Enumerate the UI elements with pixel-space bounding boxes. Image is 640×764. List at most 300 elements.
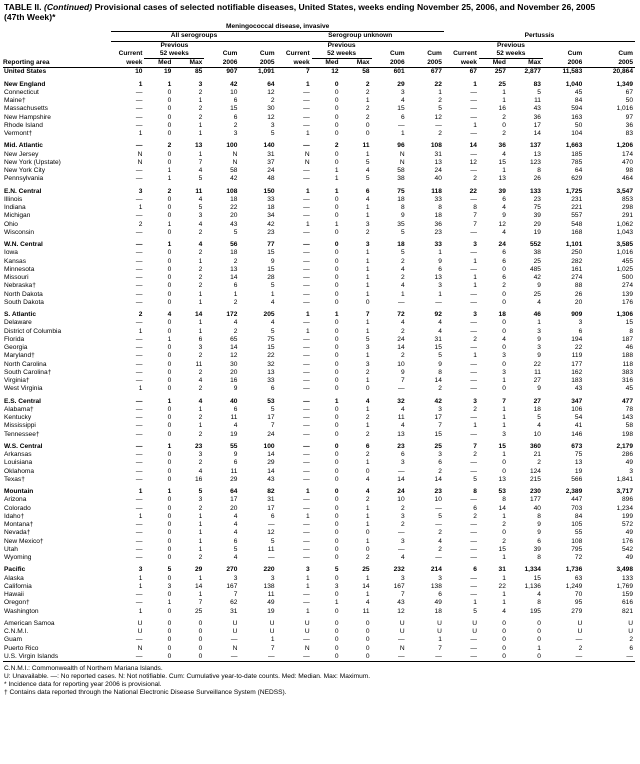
value-cell: 1 xyxy=(138,385,143,393)
value-cell: 1 xyxy=(502,574,506,582)
value-cell: 0 xyxy=(334,504,339,512)
reporting-area-cell: Wisconsin xyxy=(4,228,35,236)
table-row xyxy=(3,249,635,257)
value-cell: 0 xyxy=(334,290,339,298)
value-cell: 1 xyxy=(473,121,477,129)
value-cell: U xyxy=(628,619,633,627)
reporting-area-cell: Arizona xyxy=(4,496,27,504)
value-cell: 30 xyxy=(230,360,238,368)
value-cell: 176 xyxy=(621,537,633,545)
value-cell: 33 xyxy=(267,195,275,203)
value-cell: — xyxy=(303,113,310,121)
value-cell: 3 xyxy=(473,311,477,318)
value-cell: 1,769 xyxy=(616,582,633,590)
value-cell: 64 xyxy=(230,488,238,495)
value-cell: 18 xyxy=(434,212,442,220)
value-cell: — xyxy=(303,274,310,281)
table-row xyxy=(3,620,635,628)
value-cell: — xyxy=(303,496,310,504)
region-row xyxy=(3,241,635,249)
value-cell: 1 xyxy=(365,422,370,430)
value-cell: 4 xyxy=(198,377,203,384)
table-title xyxy=(4,2,634,22)
value-cell: — xyxy=(135,241,143,248)
value-cell: 6 xyxy=(473,566,477,574)
table-row xyxy=(3,344,635,352)
value-cell: 2 xyxy=(233,298,238,306)
value-cell: — xyxy=(303,521,310,528)
value-cell: 13 xyxy=(434,274,442,281)
value-cell: 2 xyxy=(198,113,203,121)
previous-label: Previous xyxy=(327,41,356,49)
value-cell: 0 xyxy=(334,529,339,537)
value-cell: 67 xyxy=(625,88,633,96)
value-cell: 36 xyxy=(434,220,442,228)
value-cell: 4 xyxy=(438,319,442,327)
value-cell: — xyxy=(135,344,143,351)
value-cell: 0 xyxy=(167,405,172,413)
value-cell: — xyxy=(230,636,238,644)
value-cell: — xyxy=(303,377,310,384)
value-cell: 3 xyxy=(138,187,143,195)
value-cell: 20 xyxy=(230,504,238,512)
value-cell: 24 xyxy=(434,167,442,174)
value-cell: 572 xyxy=(621,521,633,528)
value-cell: 1 xyxy=(198,405,203,413)
value-cell: 1,663 xyxy=(565,142,583,150)
value-cell: 274 xyxy=(571,274,583,281)
value-cell: 15 xyxy=(533,574,541,582)
value-cell: 25 xyxy=(362,566,370,574)
value-cell: 1 xyxy=(334,167,339,174)
value-cell: 0 xyxy=(334,475,339,483)
value-cell: 470 xyxy=(621,158,633,166)
value-cell: 21 xyxy=(533,451,541,458)
value-cell: 0 xyxy=(167,150,172,158)
value-cell: 4 xyxy=(233,512,238,520)
value-cell: 0 xyxy=(167,607,172,615)
value-cell: 1 xyxy=(537,644,541,652)
value-cell: 50 xyxy=(574,121,583,129)
value-cell: 3 xyxy=(400,537,405,545)
value-cell: 1,025 xyxy=(616,265,633,273)
value-cell: 28 xyxy=(267,274,275,281)
table-row xyxy=(3,377,635,385)
region-row xyxy=(3,142,635,150)
value-cell: 0 xyxy=(365,628,370,635)
value-cell: — xyxy=(303,335,310,343)
value-cell: 24 xyxy=(267,430,275,438)
value-cell: — xyxy=(303,451,310,458)
table-row xyxy=(3,628,635,636)
value-cell: — xyxy=(135,290,143,298)
value-cell: 33 xyxy=(267,377,275,384)
value-cell: 14 xyxy=(230,344,238,351)
value-cell: — xyxy=(135,422,143,430)
value-cell: 4 xyxy=(502,335,506,343)
value-cell: 34 xyxy=(267,212,275,220)
value-cell: — xyxy=(135,636,143,644)
value-cell: U xyxy=(232,619,238,627)
table-row xyxy=(3,97,635,105)
value-cell: 48 xyxy=(267,175,275,183)
value-cell: 3 xyxy=(537,327,541,335)
reporting-area-cell: Iowa xyxy=(4,249,18,257)
value-cell: 1 xyxy=(334,311,339,318)
value-cell: 1 xyxy=(138,327,143,335)
value-cell: 1 xyxy=(365,265,370,273)
value-cell: 0 xyxy=(502,319,506,327)
value-cell: 9 xyxy=(537,352,541,360)
med-label: Med xyxy=(312,59,341,68)
value-cell: 1,043 xyxy=(616,228,633,236)
value-cell: 500 xyxy=(621,274,633,281)
value-cell: U xyxy=(437,628,442,635)
value-cell: 4 xyxy=(400,422,405,430)
value-cell: — xyxy=(470,368,477,376)
value-cell: 8 xyxy=(400,204,405,211)
value-cell: — xyxy=(398,545,405,553)
value-cell: 27 xyxy=(533,397,541,405)
value-cell: — xyxy=(303,265,310,273)
value-cell: 6 xyxy=(438,591,442,598)
value-cell: 0 xyxy=(479,653,508,662)
value-cell: 0 xyxy=(198,636,203,644)
value-cell: 31 xyxy=(434,150,442,158)
value-cell: 138 xyxy=(263,582,275,590)
value-cell: 1 xyxy=(502,591,506,598)
value-cell: 629 xyxy=(571,175,583,183)
value-cell: 1 xyxy=(502,97,506,104)
value-cell: 12 xyxy=(267,88,275,96)
value-cell: 4 xyxy=(365,167,370,174)
value-cell: 1 xyxy=(365,319,370,327)
value-cell: 17 xyxy=(434,414,442,421)
value-cell: 108 xyxy=(430,142,442,150)
reporting-area-cell: Kansas xyxy=(4,257,26,265)
reporting-area-cell: Missouri xyxy=(4,274,29,281)
value-cell: 4 xyxy=(400,554,405,561)
reporting-area-cell: Delaware xyxy=(4,319,32,327)
previous-label: Previous xyxy=(497,41,525,49)
value-cell: — xyxy=(135,414,143,421)
cum-label: Cum xyxy=(567,50,583,57)
value-cell: 150 xyxy=(263,187,275,195)
value-cell: 199 xyxy=(621,512,633,520)
value-cell: 0 xyxy=(502,636,506,644)
value-cell: — xyxy=(470,113,477,121)
value-cell: 37 xyxy=(267,158,275,166)
value-cell: U xyxy=(269,619,275,627)
value-cell: 3 xyxy=(334,582,339,590)
weeks52-label: 52 weeks xyxy=(312,50,372,59)
value-cell: 6 xyxy=(270,512,275,520)
value-cell: 23 xyxy=(267,228,275,236)
value-cell: 5 xyxy=(438,105,442,113)
value-cell: 18 xyxy=(230,249,238,257)
value-cell: 194 xyxy=(571,335,583,343)
value-cell: 5 xyxy=(537,88,541,96)
value-cell: — xyxy=(303,228,310,236)
value-cell: 11 xyxy=(267,591,275,598)
value-cell: 6 xyxy=(365,442,370,450)
value-cell: 15 xyxy=(267,344,275,351)
value-cell: 2 xyxy=(198,249,203,257)
value-cell: 5 xyxy=(233,545,238,553)
value-cell: 20 xyxy=(574,298,583,306)
footnote: U: Unavailable. —: No reported cases. N: Not notifiable. Cum: Cumulative year-to-date counts. Med: Median. Max: Maximum. xyxy=(4,673,371,680)
value-cell: 0 xyxy=(167,290,172,298)
value-cell: 3,717 xyxy=(616,488,633,495)
value-cell: 9 xyxy=(537,335,541,343)
value-cell: N xyxy=(304,644,310,652)
value-cell: 2 xyxy=(198,282,203,290)
value-cell: 26 xyxy=(574,290,583,298)
value-cell: — xyxy=(303,344,310,351)
reporting-area-cell: C.N.M.I. xyxy=(4,628,29,635)
value-cell: 1 xyxy=(502,599,506,607)
value-cell: 205 xyxy=(263,311,275,318)
value-cell: 6 xyxy=(233,282,238,290)
value-cell: 0 xyxy=(167,113,172,121)
value-cell: 39 xyxy=(498,187,506,195)
value-cell: 2 xyxy=(198,88,203,96)
year-2006-label: 2006 xyxy=(543,59,584,68)
value-cell: N xyxy=(232,150,238,158)
value-cell: 0 xyxy=(167,537,172,545)
value-cell: 1 xyxy=(365,212,370,220)
footnote: † Contains data reported through the National Electronic Disease Surveillance System (NEDSS). xyxy=(4,689,287,696)
value-cell: 2 xyxy=(198,265,203,273)
value-cell: — xyxy=(111,653,144,662)
value-cell: 6 xyxy=(233,405,238,413)
value-cell: 2 xyxy=(365,554,370,561)
value-cell: 673 xyxy=(571,442,583,450)
value-cell: 1,101 xyxy=(565,241,583,248)
value-cell: — xyxy=(303,537,310,545)
year-2006-label: 2006 xyxy=(204,59,239,68)
value-cell: 1 xyxy=(502,554,506,561)
value-cell: 29 xyxy=(267,459,275,467)
value-cell: 1 xyxy=(167,220,172,228)
value-cell: 542 xyxy=(621,545,633,553)
value-cell: — xyxy=(470,545,477,553)
table-row xyxy=(3,274,635,282)
value-cell: — xyxy=(470,574,477,582)
value-cell: 1 xyxy=(198,290,203,298)
table-row xyxy=(3,291,635,299)
value-cell: 22 xyxy=(574,344,583,351)
value-cell: — xyxy=(135,545,143,553)
value-cell: 0 xyxy=(167,105,172,113)
value-cell: — xyxy=(303,475,310,483)
value-cell: N xyxy=(399,644,405,652)
value-cell: 49 xyxy=(434,599,442,607)
week-label: week xyxy=(277,59,312,68)
value-cell: 5 xyxy=(473,607,477,615)
value-cell: 133 xyxy=(621,574,633,582)
reporting-area-cell: North Dakota xyxy=(4,290,43,298)
table-row xyxy=(3,361,635,369)
value-cell: 97 xyxy=(625,113,633,121)
value-cell: 0 xyxy=(334,274,339,281)
table-row xyxy=(3,645,635,653)
value-cell: 0 xyxy=(365,467,370,475)
value-cell: 0 xyxy=(334,265,339,273)
value-cell: — xyxy=(470,591,477,598)
value-cell: 42 xyxy=(230,80,238,88)
value-cell: 1 xyxy=(167,167,172,174)
value-cell: 1 xyxy=(198,150,203,158)
value-cell: — xyxy=(135,397,143,405)
value-cell: 0 xyxy=(167,274,172,281)
value-cell: 20,864 xyxy=(612,68,633,76)
value-cell: — xyxy=(303,105,310,113)
value-cell: — xyxy=(470,265,477,273)
value-cell: 1 xyxy=(365,327,370,335)
value-cell: 118 xyxy=(622,360,633,368)
value-cell: 1 xyxy=(198,529,203,537)
value-cell: 9 xyxy=(537,521,541,528)
value-cell: 1 xyxy=(198,545,203,553)
table-row xyxy=(3,459,635,467)
value-cell: 10 xyxy=(434,496,442,504)
value-cell: 3 xyxy=(270,574,275,582)
reporting-area-cell: Montana† xyxy=(4,521,34,528)
value-cell: 0 xyxy=(537,619,541,627)
value-cell: 146 xyxy=(571,430,583,438)
value-cell: 3 xyxy=(270,121,275,129)
value-cell: 1 xyxy=(305,220,310,228)
value-cell: 221 xyxy=(571,204,583,211)
value-cell: 0 xyxy=(334,228,339,236)
table-row xyxy=(3,130,635,138)
value-cell: 54 xyxy=(574,414,583,421)
value-cell: 14 xyxy=(194,311,203,318)
value-cell: 2 xyxy=(502,282,506,290)
value-cell: 24 xyxy=(267,167,275,174)
value-cell: 84 xyxy=(574,97,583,104)
value-cell: 1 xyxy=(334,220,339,228)
value-cell: 42 xyxy=(230,175,238,183)
value-cell: 2 xyxy=(198,274,203,281)
value-cell: — xyxy=(470,105,477,113)
value-cell: 2 xyxy=(473,451,477,458)
value-cell: 1,334 xyxy=(524,566,541,574)
value-cell: 6 xyxy=(502,257,506,265)
reporting-area-cell: Oklahoma xyxy=(4,467,35,475)
reporting-area-cell: Indiana xyxy=(4,204,26,211)
value-cell: 7 xyxy=(400,591,405,598)
value-cell: 7 xyxy=(305,68,310,76)
value-cell: 0 xyxy=(334,405,339,413)
value-cell: 1 xyxy=(138,80,143,88)
value-cell: 2 xyxy=(198,504,203,512)
value-cell: 1 xyxy=(305,327,310,335)
value-cell: 447 xyxy=(571,496,583,504)
value-cell: 58 xyxy=(362,68,370,76)
value-cell: 274 xyxy=(621,282,633,290)
value-cell: — xyxy=(470,414,477,421)
value-cell: 0 xyxy=(502,265,506,273)
value-cell: 0 xyxy=(334,467,339,475)
value-cell: 49 xyxy=(625,529,633,537)
value-cell: 5 xyxy=(270,405,275,413)
value-cell: 96 xyxy=(397,142,405,150)
value-cell: 0 xyxy=(167,352,172,360)
value-cell: 4 xyxy=(537,422,541,430)
value-cell: — xyxy=(135,167,143,174)
value-cell: 3 xyxy=(305,566,310,574)
year-2005-label: 2005 xyxy=(407,59,444,68)
value-cell: 909 xyxy=(571,311,583,318)
reporting-area-cell: Washington xyxy=(4,607,39,615)
value-cell: — xyxy=(135,97,143,104)
value-cell: 0 xyxy=(502,327,506,335)
reporting-area-cell: New Jersey xyxy=(4,150,39,158)
value-cell: — xyxy=(407,653,444,662)
value-cell: 1 xyxy=(473,352,477,360)
value-cell: 4 xyxy=(502,607,506,615)
value-cell: 9 xyxy=(537,385,541,393)
value-cell: 4 xyxy=(233,319,238,327)
value-cell: 0 xyxy=(334,607,339,615)
value-cell: 12 xyxy=(469,158,477,166)
value-cell: 12 xyxy=(267,529,275,537)
value-cell: 1 xyxy=(365,150,370,158)
value-cell: — xyxy=(135,352,143,360)
value-cell: 6 xyxy=(537,537,541,545)
value-cell: — xyxy=(135,113,143,121)
value-cell: — xyxy=(470,249,477,257)
value-cell: 552 xyxy=(529,241,541,248)
reporting-area-cell: Nebraska† xyxy=(4,282,36,290)
value-cell: — xyxy=(470,385,477,393)
value-cell: 231 xyxy=(571,195,583,203)
value-cell: — xyxy=(135,599,143,607)
value-cell: 50 xyxy=(625,97,633,104)
value-cell: 0 xyxy=(167,451,172,458)
week-label: week xyxy=(111,59,144,68)
value-cell: 14 xyxy=(267,451,275,458)
value-cell: — xyxy=(470,88,477,96)
value-cell: 566 xyxy=(571,475,583,483)
value-cell: 12 xyxy=(397,607,405,615)
value-cell: — xyxy=(303,360,310,368)
value-cell: 53 xyxy=(498,488,506,495)
value-cell: 5 xyxy=(400,228,405,236)
value-cell: 6 xyxy=(233,459,238,467)
value-cell: 0 xyxy=(198,619,203,627)
value-cell: — xyxy=(135,265,143,273)
value-cell: 0 xyxy=(167,591,172,598)
value-cell: 3 xyxy=(438,282,442,290)
value-cell: 1 xyxy=(365,352,370,360)
value-cell: 15 xyxy=(397,105,405,113)
value-cell: 3 xyxy=(400,459,405,467)
reporting-area-cell: Maryland† xyxy=(4,352,35,360)
value-cell: 9 xyxy=(270,257,275,265)
value-cell: U xyxy=(577,628,583,635)
value-cell: 7 xyxy=(198,158,203,166)
value-cell: 0 xyxy=(502,298,506,306)
value-cell: U xyxy=(137,619,143,627)
value-cell: 3 xyxy=(233,130,238,137)
value-cell: 18 xyxy=(397,195,405,203)
value-cell: 1,841 xyxy=(616,475,633,483)
value-cell: — xyxy=(470,327,477,335)
value-cell: 14 xyxy=(533,130,541,137)
